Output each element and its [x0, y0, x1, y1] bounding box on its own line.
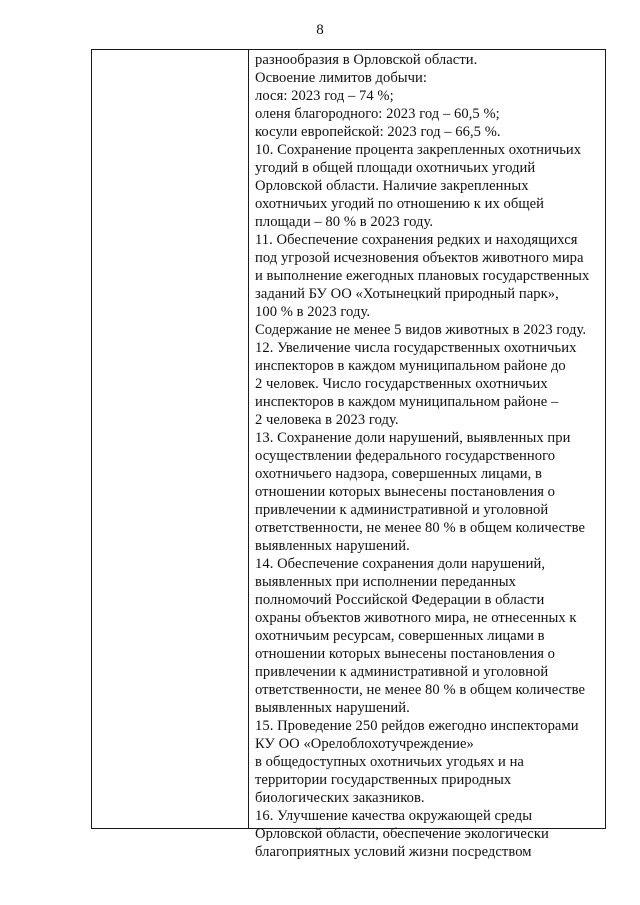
text-line: 14. Обеспечение сохранения доли нарушений,: [255, 556, 546, 572]
text-line: отношении которых вынесены постановления о: [255, 646, 556, 662]
text-line: 12. Увеличение числа государственных охотничьих: [255, 340, 577, 356]
text-line: привлечении к административной и уголовной: [255, 664, 549, 680]
table-right-column: [249, 50, 605, 860]
text-line: охраны объектов животного мира, не отнесенных к: [255, 610, 577, 626]
text-line: Орловской области. Наличие закрепленных: [255, 178, 529, 194]
text-line: 2 человек. Число государственных охотничьих: [255, 376, 548, 392]
text-line: 13. Сохранение доли нарушений, выявленных при: [255, 430, 571, 446]
text-line: лося: 2023 год – 74 %;: [255, 88, 394, 104]
text-line: 10. Сохранение процента закрепленных охотничьих: [255, 142, 582, 158]
text-line: угодий в общей площади охотничьих угодий: [255, 160, 536, 176]
text-line: выявленных при исполнении переданных: [255, 574, 516, 590]
text-line: и выполнение ежегодных плановых государственных: [255, 268, 590, 284]
text-line: Содержание не менее 5 видов животных в 2023 году.: [255, 322, 587, 338]
text-line: охотничьим ресурсам, совершенных лицами в: [255, 628, 545, 644]
text-line: благоприятных условий жизни посредством: [255, 844, 532, 860]
text-line: полномочий Российской Федерации в области: [255, 592, 545, 608]
text-line: охотничьего надзора, совершенных лицами, в: [255, 466, 542, 482]
text-line: площади – 80 % в 2023 году.: [255, 214, 434, 230]
text-line: КУ ОО «Орелоблохотучреждение»: [255, 736, 474, 752]
text-line: в общедоступных охотничьих угодьях и на: [255, 754, 524, 770]
text-line: выявленных нарушений.: [255, 700, 410, 716]
text-line: Освоение лимитов добычи:: [255, 70, 428, 86]
text-line: под угрозой исчезновения объектов животного мира: [255, 250, 584, 266]
text-line: привлечении к административной и уголовной: [255, 502, 549, 518]
text-line: инспекторов в каждом муниципальном районе до: [255, 358, 566, 374]
text-line: охотничьих угодий по отношению к их общей: [255, 196, 545, 212]
text-line: 2 человека в 2023 году.: [255, 412, 399, 428]
text-line: 15. Проведение 250 рейдов ежегодно инспекторами: [255, 718, 579, 734]
text-line: ответственности, не менее 80 % в общем количестве: [255, 682, 585, 698]
table-left-column: [92, 50, 249, 828]
text-line: разнообразия в Орловской области.: [255, 52, 478, 68]
text-line: территории государственных природных: [255, 772, 512, 788]
text-line: ответственности, не менее 80 % в общем количестве: [255, 520, 585, 536]
text-line: косули европейской: 2023 год – 66,5 %.: [255, 124, 501, 140]
text-line: 16. Улучшение качества окружающей среды: [255, 808, 533, 824]
text-line: отношении которых вынесены постановления о: [255, 484, 556, 500]
text-line: биологических заказников.: [255, 790, 425, 806]
text-line: оленя благородного: 2023 год – 60,5 %;: [255, 106, 500, 122]
page-number: 8: [316, 22, 324, 38]
text-line: выявленных нарушений.: [255, 538, 410, 554]
text-line: инспекторов в каждом муниципальном районе –: [255, 394, 559, 410]
document-table: [91, 49, 606, 860]
text-line: заданий БУ ОО «Хотынецкий природный парк»,: [255, 286, 559, 302]
text-line: 100 % в 2023 году.: [255, 304, 371, 320]
text-line: 11. Обеспечение сохранения редких и находящихся: [255, 232, 578, 248]
text-line: осуществлении федерального государственного: [255, 448, 556, 464]
text-line: Орловской области, обеспечение экологически: [255, 826, 549, 842]
